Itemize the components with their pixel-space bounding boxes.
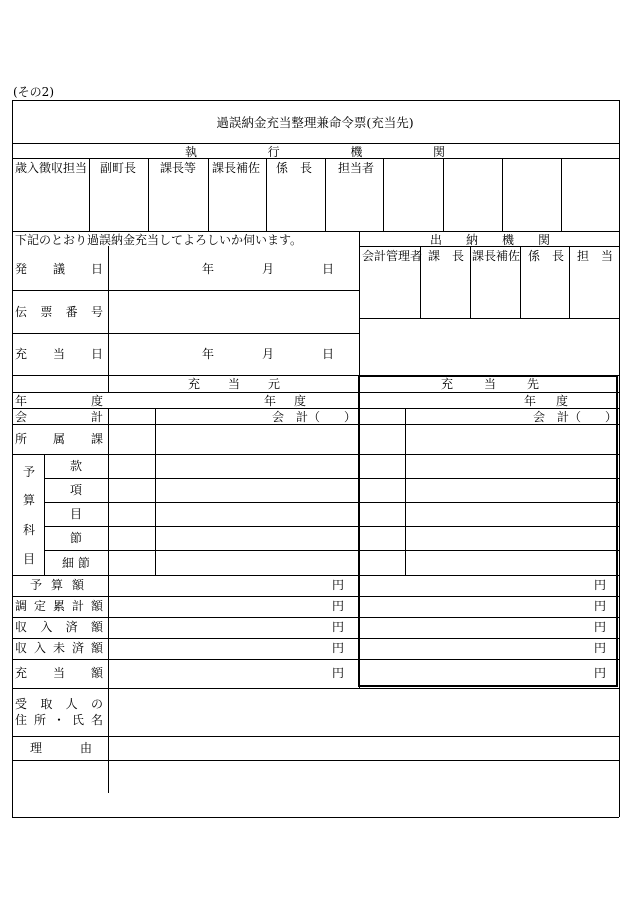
exec-role: 課長等 [160, 161, 197, 175]
budget-group-char: 科 [23, 523, 36, 537]
cashier-role: 課長補佐 [472, 249, 521, 263]
budget-level: 細 節 [62, 556, 90, 570]
cashier-heading-char: 機 [501, 233, 514, 247]
label-char: 累 [52, 599, 65, 613]
label-char: 額 [71, 578, 84, 592]
year-unit: 年 [202, 262, 215, 276]
exec-role: 副町長 [100, 161, 137, 175]
form-title: 過誤納金充当整理兼命令票(充当先) [216, 115, 414, 130]
label-char: 名 [90, 713, 103, 727]
dest-heading-char: 当 [483, 377, 496, 391]
request-text: 下記のとおり過誤納金充当してよろしいか伺います。 [15, 233, 303, 247]
label-char: 所 [15, 432, 28, 446]
frame-left [12, 100, 13, 817]
budget-level: 目 [70, 507, 83, 521]
yen-unit: 円 [594, 578, 607, 592]
cashier-role: 課 長 [428, 249, 465, 263]
exec-role: 歳入徴収担当 [15, 161, 88, 175]
label-char: 号 [90, 305, 103, 319]
exec-heading-char: 執 [185, 145, 198, 159]
fiscal-year-char: 年 [524, 394, 537, 408]
month-unit: 月 [262, 347, 275, 361]
label-char: 議 [52, 262, 65, 276]
label-char: 額 [90, 620, 103, 634]
label-char: 票 [40, 305, 53, 319]
budget-level: 項 [70, 483, 83, 497]
cashier-heading-char: 出 [430, 233, 443, 247]
label-char: 番 [65, 305, 78, 319]
exec-heading-char: 関 [432, 145, 445, 159]
day-unit: 日 [322, 347, 335, 361]
source-heading-char: 充 [188, 377, 201, 391]
yen-unit: 円 [332, 578, 345, 592]
label-char: 度 [90, 394, 103, 408]
budget-level: 節 [70, 531, 83, 545]
exec-role: 担当者 [338, 161, 375, 175]
label-char: 収 [15, 641, 28, 655]
label-char: 受 [15, 697, 28, 711]
cashier-heading-char: 関 [537, 233, 550, 247]
frame-right [619, 100, 620, 817]
source-heading-char: 元 [267, 377, 280, 391]
label-char: 計 [71, 599, 84, 613]
label-char: 済 [71, 641, 84, 655]
label-char: 日 [90, 262, 103, 276]
label-char: 入 [33, 641, 46, 655]
exec-role: 課長補佐 [212, 161, 261, 175]
label-char: 会 [15, 410, 28, 424]
budget-level: 款 [70, 459, 83, 473]
label-char: 調 [15, 599, 28, 613]
label-char: 年 [15, 394, 28, 408]
fiscal-year-char: 度 [555, 394, 568, 408]
label-char: 属 [52, 432, 65, 446]
label-char: 伝 [15, 305, 28, 319]
frame-top [12, 100, 619, 101]
label-char: 氏 [71, 713, 84, 727]
label-char: 充 [15, 666, 28, 680]
label-char: 入 [40, 620, 53, 634]
label-char: 発 [15, 262, 28, 276]
yen-unit: 円 [332, 599, 345, 613]
exec-heading-char: 機 [350, 145, 363, 159]
dest-heading-char: 先 [526, 377, 539, 391]
label-char: 済 [65, 620, 78, 634]
label-char: 計 [90, 410, 103, 424]
yen-unit: 円 [594, 641, 607, 655]
yen-unit: 円 [594, 620, 607, 634]
exec-heading-char: 行 [267, 145, 280, 159]
cashier-role: 担 当 [577, 249, 614, 263]
yen-unit: 円 [332, 641, 345, 655]
account-field-dest: 会 計（ ） [533, 410, 618, 424]
label-char: 収 [15, 620, 28, 634]
label-char: 所 [33, 713, 46, 727]
fiscal-year-char: 度 [293, 394, 306, 408]
budget-group-char: 算 [23, 493, 36, 507]
yen-unit: 円 [332, 620, 345, 634]
label-char: 定 [33, 599, 46, 613]
label-char: 充 [15, 347, 28, 361]
label-char: 由 [79, 741, 92, 755]
month-unit: 月 [262, 262, 275, 276]
label-char: 当 [52, 347, 65, 361]
label-char: 額 [90, 666, 103, 680]
page-note: (その2) [13, 85, 54, 99]
yen-unit: 円 [594, 599, 607, 613]
label-char: 課 [90, 432, 103, 446]
label-char: 取 [40, 697, 53, 711]
exec-role: 係 長 [276, 161, 313, 175]
label-char: 未 [52, 641, 65, 655]
day-unit: 日 [322, 262, 335, 276]
year-unit: 年 [202, 347, 215, 361]
label-char: 人 [65, 697, 78, 711]
label-char: ・ [52, 713, 65, 727]
cashier-role: 係 長 [528, 249, 565, 263]
label-char: 日 [90, 347, 103, 361]
budget-group-char: 予 [23, 465, 36, 479]
frame-bottom [12, 817, 619, 818]
label-char: の [90, 697, 103, 711]
source-heading-char: 当 [227, 377, 240, 391]
label-char: 額 [90, 641, 103, 655]
budget-group-char: 目 [23, 552, 36, 566]
fiscal-year-char: 年 [264, 394, 277, 408]
label-char: 額 [90, 599, 103, 613]
label-char: 算 [50, 578, 63, 592]
label-char: 当 [52, 666, 65, 680]
cashier-role: 会計管理者 [362, 249, 423, 263]
label-char: 予 [30, 578, 43, 592]
dest-heading-char: 充 [441, 377, 454, 391]
cashier-heading-char: 納 [465, 233, 478, 247]
account-field-source: 会 計（ ） [272, 410, 357, 424]
label-char: 住 [15, 713, 28, 727]
label-char: 理 [30, 741, 43, 755]
yen-unit: 円 [332, 666, 345, 680]
yen-unit: 円 [594, 666, 607, 680]
